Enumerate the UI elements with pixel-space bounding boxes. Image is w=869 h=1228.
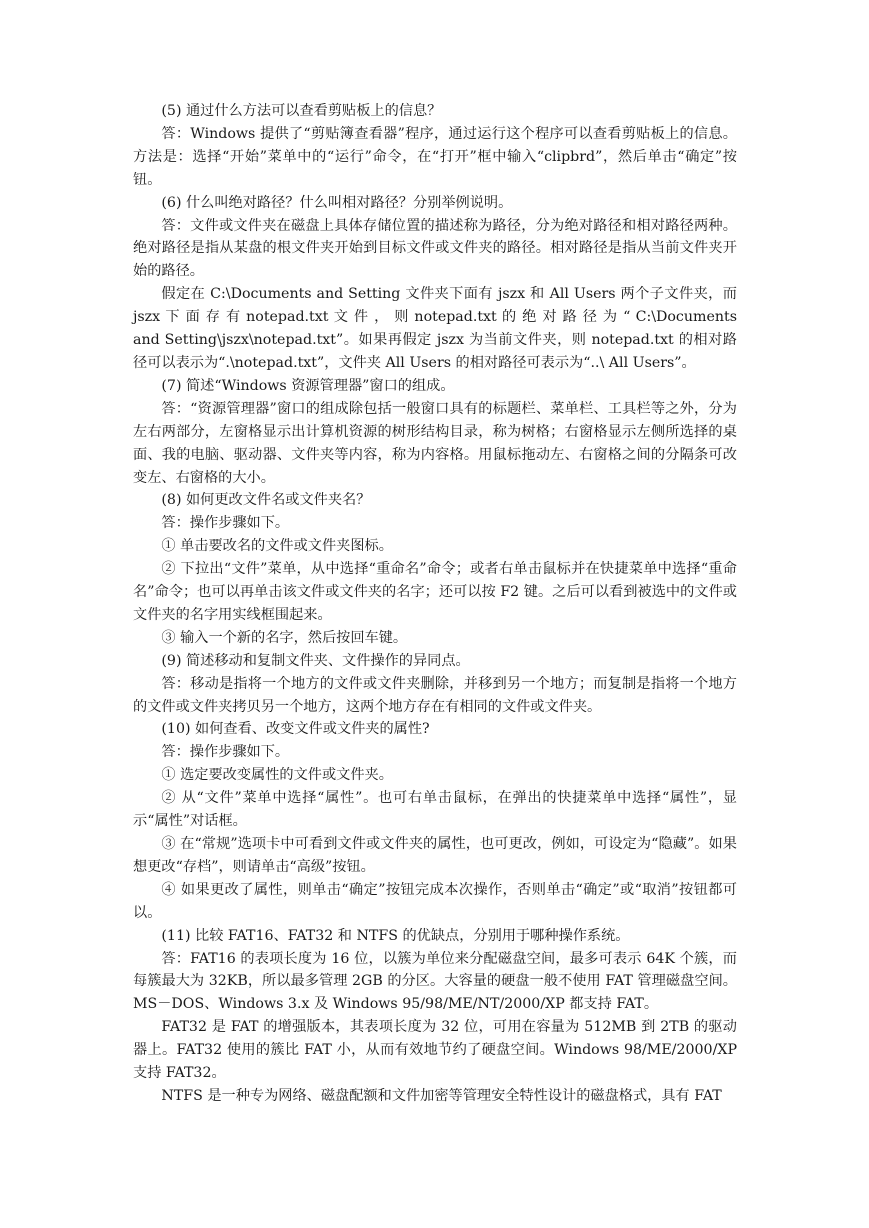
answer-11-ntfs: NTFS 是一种专为网络、磁盘配额和文件加密等管理安全特性设计的磁盘格式，具有 FAT — [161, 1087, 722, 1104]
answer-8-intro: 答：操作步骤如下。 — [161, 515, 290, 532]
answer-8-step-1: ① 单击要改名的文件或文件夹图标。 — [161, 538, 393, 555]
answer-10-intro: 答：操作步骤如下。 — [161, 744, 290, 761]
answer-9: 答：移动是指将一个地方的文件或文件夹删除，并移到另一个地方；而复制是指将一个地方的文件或文件夹拷贝另一个地方，这两个地方存在有相同的文件或文件夹。 — [133, 675, 737, 715]
question-10: (10) 如何查看、改变文件或文件夹的属性? — [161, 721, 430, 738]
question-7: (7) 简述“Windows 资源管理器”窗口的组成。 — [161, 377, 455, 394]
answer-8-step-3: ③ 输入一个新的名字，然后按回车键。 — [161, 629, 408, 646]
document-page — [133, 100, 737, 1108]
answer-11-fat32: FAT32 是 FAT 的增强版本，其表项长度为 32 位，可用在容量为 512MB 到 2TB 的驱动器上。FAT32 使用的簇比 FAT 小，从而有效地节约了硬盘空间。Windows 98/ME/2000/XP 支持 FAT32。 — [133, 1019, 737, 1082]
question-5: (5) 通过什么方法可以查看剪贴板上的信息？ — [161, 103, 442, 119]
answer-10-step-3: ③ 在“常规”选项卡中可看到文件或文件夹的属性，也可更改，例如，可设定为“隐藏”。如果想更改“存档”，则请单击“高级”按钮。 — [133, 836, 737, 875]
answer-5: 答：Windows 提供了“剪贴簿查看器”程序，通过运行这个程序可以查看剪贴板上的信息。方法是：选择“开始”菜单中的“运行”命令，在“打开”框中输入“clipbrd”，然后单击“确定”按钮。 — [133, 125, 737, 188]
question-11: (11) 比较 FAT16、FAT32 和 NTFS 的优缺点，分别用于哪种操作系统。 — [161, 927, 630, 944]
answer-8-step-2: ② 下拉出“文件”菜单，从中选择“重命名”命令；或者右单击鼠标并在快捷菜单中选择“重命名”命令；也可以再单击该文件或文件夹的名字；还可以按 F2 键。之后可以看到被选中的文件或文件夹的名字用实线框围起来。 — [133, 561, 737, 623]
answer-7: 答：“资源管理器”窗口的组成除包括一般窗口具有的标题栏、菜单栏、工具栏等之外，分为左右两部分，左窗格显示出计算机资源的树形结构目录，称为树格；右窗格显示左侧所选择的桌面、我的电脑、驱动器、文件夹等内容，称为内容格。用鼠标拖动左、右窗格之间的分隔条可改变左、右窗格的大小。 — [133, 400, 737, 486]
question-6: (6) 什么叫绝对路径？什么叫相对路径？分别举例说明。 — [161, 194, 513, 211]
question-9: (9) 简述移动和复制文件夹、文件操作的异同点。 — [161, 652, 470, 669]
answer-10-step-1: ① 选定要改变属性的文件或文件夹。 — [161, 767, 393, 784]
answer-10-step-2: ② 从“文件”菜单中选择“属性”。也可右单击鼠标，在弹出的快捷菜单中选择“属性”，显示“属性”对话框。 — [133, 790, 737, 830]
answer-11-fat16: 答：FAT16 的表项长度为 16 位，以簇为单位来分配磁盘空间，最多可表示 64K 个簇，而每簇最大为 32KB，所以最多管理 2GB 的分区。大容量的硬盘一般不使用 FAT 管理磁盘空间。MS－DOS、Windows 3.x 及 Windows 95/98/ME/NT/2000/XP 都支持 FAT。 — [133, 950, 737, 1013]
answer-6: 答：文件或文件夹在磁盘上具体存储位置的描述称为路径，分为绝对路径和相对路径两种。绝对路径是指从某盘的根文件夹开始到目标文件或文件夹的路径。相对路径是指从当前文件夹开始的路径。 — [133, 217, 737, 280]
question-8: (8) 如何更改文件名或文件夹名？ — [161, 492, 371, 509]
answer-6-example: 假定在 C:\Documents and Setting 文件夹下面有 jszx 和 All Users 两个子文件夹，而 jszx 下 面 存 有 notepad.txt 文 件 ， 则 notepad.txt 的 绝 对 路 径 为 “ C:\Documents and Setting\jszx\notepad.txt”。如果再假定 jszx 为当前文件夹，则 notepad.txt 的相对路径可以表示为“.\notepad.txt”，文件夹 All Users 的相对路径可表示为“..\ All Users”。 — [133, 286, 737, 371]
answer-10-step-4: ④ 如果更改了属性，则单击“确定”按钮完成本次操作，否则单击“确定”或“取消”按钮都可以。 — [133, 881, 737, 921]
